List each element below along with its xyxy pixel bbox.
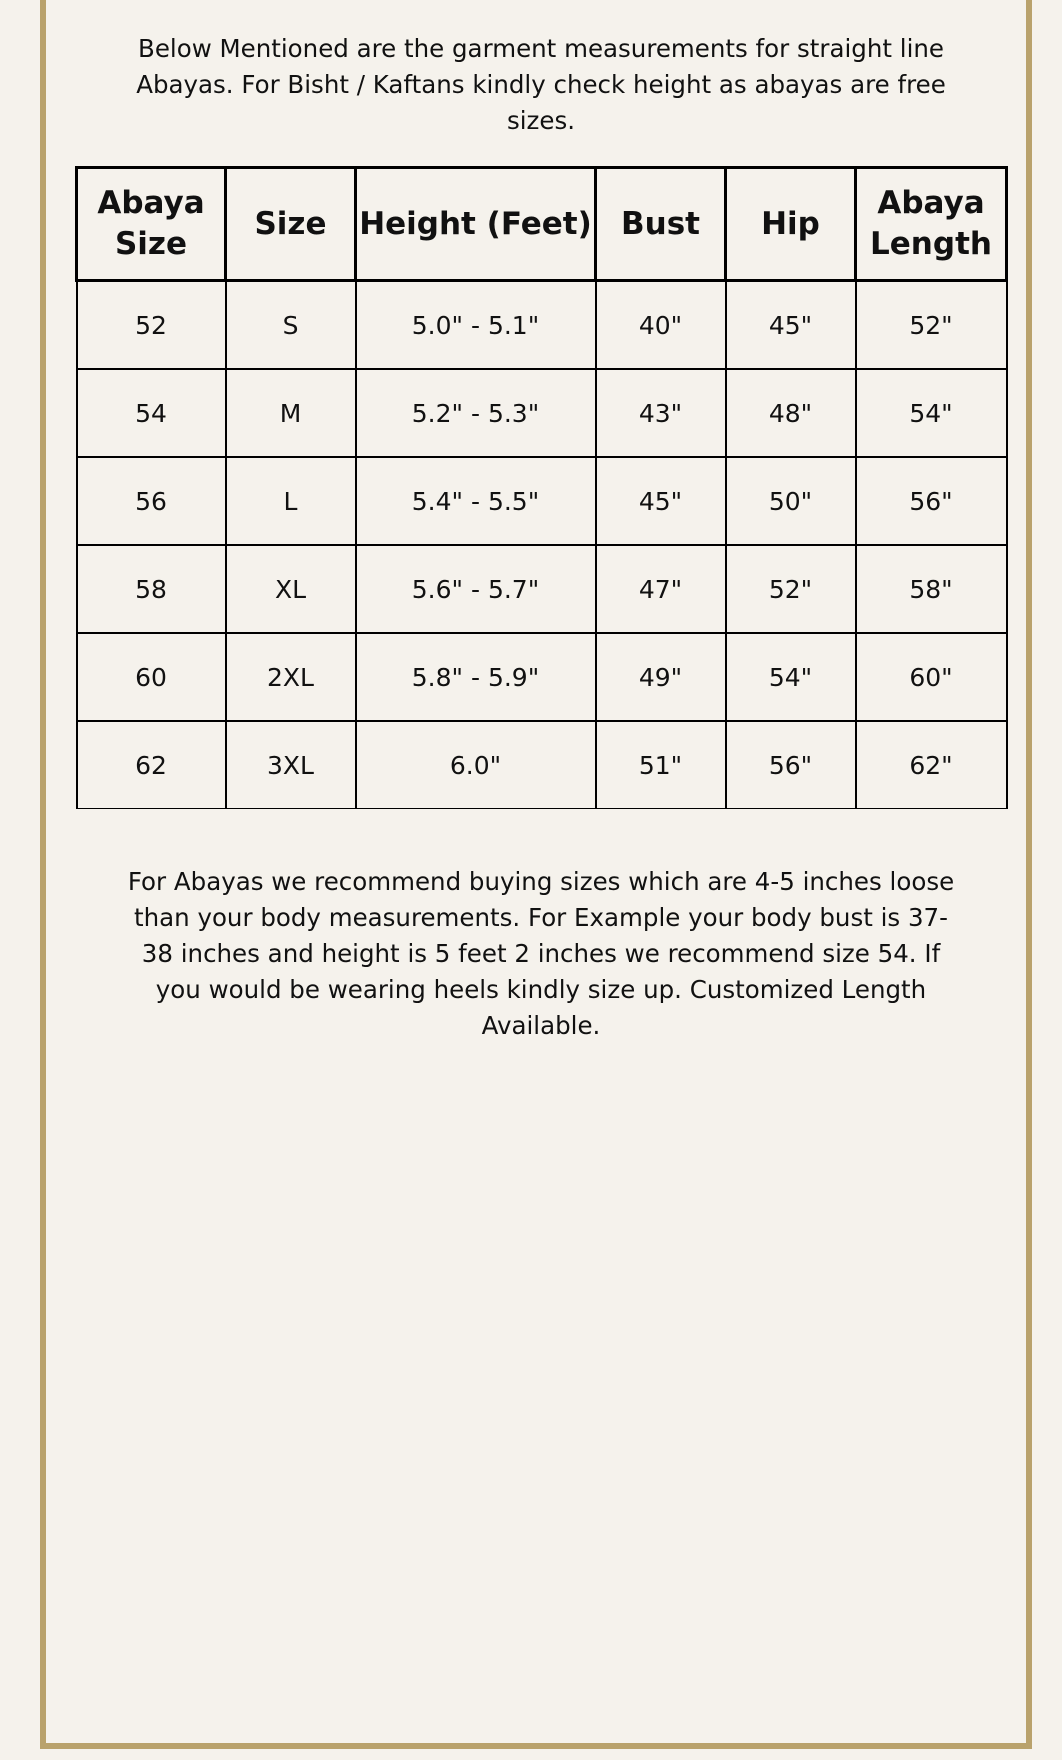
cell-hip: 50" <box>726 457 856 545</box>
cell-height: 5.6" - 5.7" <box>356 545 596 633</box>
table-row <box>77 721 1007 809</box>
cell-bust: 51" <box>596 721 726 809</box>
cell-hip: 56" <box>726 721 856 809</box>
cell-hip: 48" <box>726 369 856 457</box>
header-height: Height (Feet) <box>356 168 596 281</box>
header-hip: Hip <box>726 168 856 281</box>
cell-bust: 49" <box>596 633 726 721</box>
header-abaya-length: Abaya Length <box>856 168 1007 281</box>
cell-size: 2XL <box>226 633 356 721</box>
table-row <box>77 281 1007 370</box>
cell-abaya-size: 56 <box>77 457 226 545</box>
header-abaya-size: Abaya Size <box>77 168 226 281</box>
cell-abaya-length: 62" <box>856 721 1007 809</box>
cell-bust: 47" <box>596 545 726 633</box>
intro-text: Below Mentioned are the garment measurements for straight line Abayas. For Bisht / Kaftans kindly check height as abayas are free sizes. <box>136 34 946 135</box>
recommendation-text: For Abayas we recommend buying sizes which are 4-5 inches loose than your body measurements. For Example your body bust is 37-38 inches and height is 5 feet 2 inches we recommend size 54. If you would be wearing heels kindly size up. Customized Length Available. <box>127 867 955 1040</box>
cell-abaya-length: 58" <box>856 545 1007 633</box>
table-row <box>77 545 1007 633</box>
table-row <box>77 369 1007 457</box>
cell-abaya-length: 56" <box>856 457 1007 545</box>
cell-bust: 45" <box>596 457 726 545</box>
cell-abaya-length: 54" <box>856 369 1007 457</box>
table-row <box>77 633 1007 721</box>
cell-size: 3XL <box>226 721 356 809</box>
cell-bust: 40" <box>596 281 726 370</box>
header-bust: Bust <box>596 168 726 281</box>
cell-abaya-size: 60 <box>77 633 226 721</box>
cell-height: 5.0" - 5.1" <box>356 281 596 370</box>
cell-height: 6.0" <box>356 721 596 809</box>
cell-abaya-length: 52" <box>856 281 1007 370</box>
size-chart-table <box>75 166 1008 809</box>
cell-height: 5.4" - 5.5" <box>356 457 596 545</box>
table-header-row <box>77 168 1007 281</box>
cell-abaya-size: 52 <box>77 281 226 370</box>
cell-size: M <box>226 369 356 457</box>
table-row <box>77 457 1007 545</box>
cell-hip: 45" <box>726 281 856 370</box>
cell-abaya-size: 58 <box>77 545 226 633</box>
cell-hip: 54" <box>726 633 856 721</box>
cell-abaya-length: 60" <box>856 633 1007 721</box>
cell-size: S <box>226 281 356 370</box>
cell-size: XL <box>226 545 356 633</box>
cell-height: 5.2" - 5.3" <box>356 369 596 457</box>
cell-bust: 43" <box>596 369 726 457</box>
cell-hip: 52" <box>726 545 856 633</box>
cell-abaya-size: 62 <box>77 721 226 809</box>
header-size: Size <box>226 168 356 281</box>
cell-size: L <box>226 457 356 545</box>
cell-height: 5.8" - 5.9" <box>356 633 596 721</box>
cell-abaya-size: 54 <box>77 369 226 457</box>
